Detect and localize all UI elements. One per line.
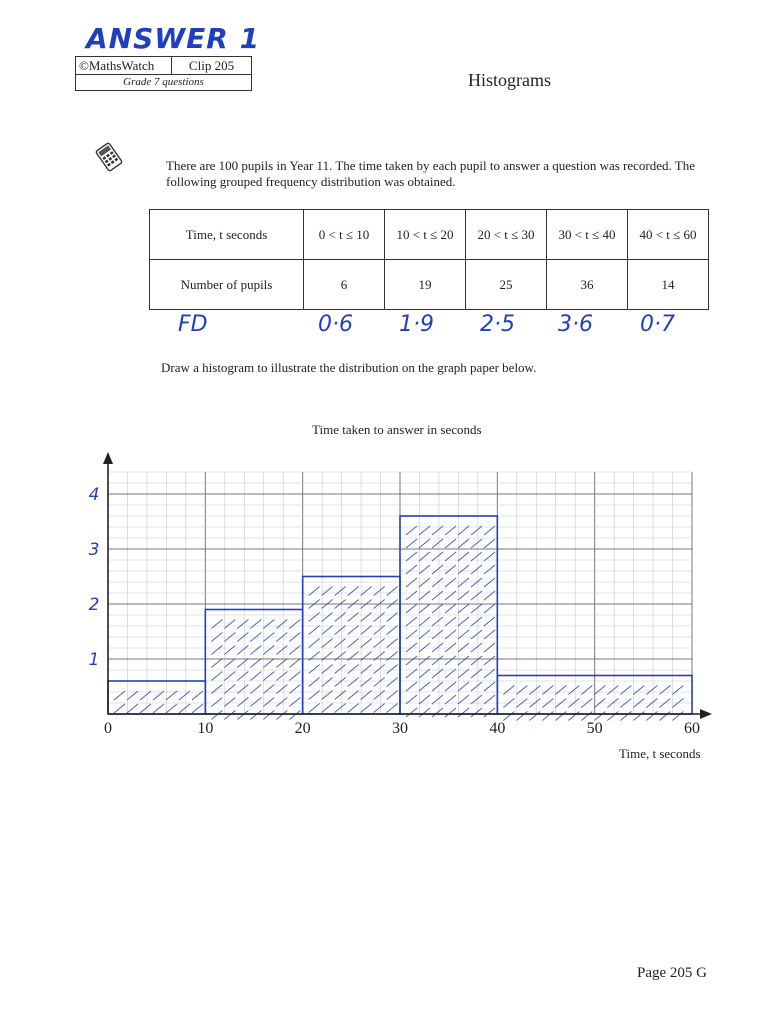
- hatch-stroke: [458, 695, 469, 704]
- hatch-stroke: [432, 682, 443, 691]
- hatch-stroke: [458, 604, 469, 613]
- fd-value: 0·6: [318, 312, 353, 337]
- hatch-stroke: [419, 643, 430, 652]
- hatch-stroke: [555, 712, 566, 721]
- hatch-stroke: [211, 711, 222, 720]
- hatch-stroke: [458, 708, 469, 717]
- hatch-stroke: [140, 704, 151, 713]
- hatch-stroke: [484, 669, 495, 678]
- hatch-stroke: [224, 620, 235, 629]
- hatch-stroke: [432, 539, 443, 548]
- hatch-stroke: [224, 672, 235, 681]
- hatch-stroke: [471, 656, 482, 665]
- hatch-stroke: [387, 639, 398, 648]
- calculator-icon: [94, 142, 124, 172]
- hatch-stroke: [646, 686, 657, 695]
- hatch-stroke: [419, 565, 430, 574]
- hatch-stroke: [374, 587, 385, 596]
- hatch-stroke: [361, 704, 372, 713]
- hatch-stroke: [471, 669, 482, 678]
- hatch-stroke: [237, 620, 248, 629]
- hatch-stroke: [289, 646, 300, 655]
- hatch-stroke: [471, 526, 482, 535]
- hatch-stroke: [211, 672, 222, 681]
- x-tick-label: 20: [294, 720, 311, 737]
- hatch-stroke: [374, 704, 385, 713]
- hatch-stroke: [471, 539, 482, 548]
- hatch-stroke: [516, 686, 527, 695]
- hatch-stroke: [406, 656, 417, 665]
- hatch-stroke: [309, 626, 320, 635]
- hatch-stroke: [432, 708, 443, 717]
- hatch-stroke: [419, 682, 430, 691]
- hatch-stroke: [568, 712, 579, 721]
- hatch-stroke: [484, 565, 495, 574]
- hatch-stroke: [166, 704, 177, 713]
- hatch-stroke: [406, 604, 417, 613]
- hatch-stroke: [484, 604, 495, 613]
- hatch-stroke: [529, 686, 540, 695]
- hatch-stroke: [406, 552, 417, 561]
- hatch-stroke: [387, 613, 398, 622]
- hatch-stroke: [289, 698, 300, 707]
- hatch-stroke: [211, 659, 222, 668]
- hatch-stroke: [127, 704, 138, 713]
- hatch-stroke: [458, 552, 469, 561]
- hatch-stroke: [594, 686, 605, 695]
- hatch-stroke: [263, 672, 274, 681]
- hatch-stroke: [406, 630, 417, 639]
- hatch-stroke: [445, 591, 456, 600]
- hatch-stroke: [484, 591, 495, 600]
- hatch-stroke: [237, 698, 248, 707]
- hatch-stroke: [445, 526, 456, 535]
- hatch-stroke: [276, 698, 287, 707]
- hatch-stroke: [432, 578, 443, 587]
- y-axis-arrow-icon: [103, 452, 113, 464]
- fd-value: 3·6: [558, 312, 593, 337]
- hatch-stroke: [659, 686, 670, 695]
- y-tick-label: 3: [88, 540, 100, 560]
- hatch-stroke: [542, 686, 553, 695]
- hatch-stroke: [432, 630, 443, 639]
- hatch-stroke: [484, 578, 495, 587]
- hatch-stroke: [458, 630, 469, 639]
- hatch-stroke: [633, 712, 644, 721]
- hatch-stroke: [322, 704, 333, 713]
- hatch-stroke: [276, 620, 287, 629]
- hatch-stroke: [672, 686, 683, 695]
- hatch-stroke: [192, 691, 203, 700]
- hatch-stroke: [471, 552, 482, 561]
- hatch-stroke: [406, 617, 417, 626]
- hatch-stroke: [250, 698, 261, 707]
- hatch-stroke: [607, 712, 618, 721]
- hatch-stroke: [309, 587, 320, 596]
- hatch-stroke: [406, 578, 417, 587]
- hatch-stroke: [484, 656, 495, 665]
- hatch-stroke: [419, 526, 430, 535]
- hatch-stroke: [516, 712, 527, 721]
- hatch-stroke: [114, 704, 125, 713]
- hatch-stroke: [445, 669, 456, 678]
- hatch-stroke: [322, 613, 333, 622]
- frequency-cell: 25: [466, 260, 547, 310]
- hatch-stroke: [322, 626, 333, 635]
- hatch-stroke: [471, 578, 482, 587]
- hatch-stroke: [458, 565, 469, 574]
- hatch-stroke: [419, 630, 430, 639]
- hatch-stroke: [458, 539, 469, 548]
- hatch-stroke: [335, 626, 346, 635]
- hatch-stroke: [555, 686, 566, 695]
- hatch-stroke: [289, 711, 300, 720]
- hatch-stroke: [263, 711, 274, 720]
- hatch-stroke: [445, 682, 456, 691]
- hatch-stroke: [484, 552, 495, 561]
- hatch-stroke: [406, 669, 417, 678]
- hatch-stroke: [432, 526, 443, 535]
- hatch-stroke: [406, 539, 417, 548]
- hatch-stroke: [471, 643, 482, 652]
- hatch-stroke: [335, 613, 346, 622]
- hatch-stroke: [250, 646, 261, 655]
- hatch-stroke: [458, 617, 469, 626]
- hatch-stroke: [153, 704, 164, 713]
- hatch-stroke: [419, 604, 430, 613]
- x-tick-label: 10: [197, 720, 214, 737]
- hatch-stroke: [445, 617, 456, 626]
- hatch-stroke: [263, 646, 274, 655]
- hatch-stroke: [432, 591, 443, 600]
- hatch-stroke: [335, 704, 346, 713]
- hatch-stroke: [263, 659, 274, 668]
- hatch-stroke: [335, 587, 346, 596]
- hatch-stroke: [361, 639, 372, 648]
- hatch-stroke: [224, 646, 235, 655]
- frequency-cell: 14: [628, 260, 709, 310]
- hatch-stroke: [419, 578, 430, 587]
- hatch-stroke: [322, 587, 333, 596]
- frequency-cell: 6: [304, 260, 385, 310]
- table-row: [150, 210, 709, 260]
- hatch-stroke: [361, 678, 372, 687]
- hatch-stroke: [484, 539, 495, 548]
- hatch-stroke: [406, 565, 417, 574]
- bar-hatching: [114, 526, 683, 721]
- hatch-stroke: [211, 646, 222, 655]
- hatch-stroke: [458, 526, 469, 535]
- hatch-stroke: [406, 682, 417, 691]
- hatch-stroke: [445, 578, 456, 587]
- hatch-stroke: [432, 669, 443, 678]
- hatch-stroke: [659, 712, 670, 721]
- hatch-stroke: [432, 643, 443, 652]
- hatch-stroke: [348, 678, 359, 687]
- hatch-stroke: [335, 639, 346, 648]
- hatch-stroke: [471, 630, 482, 639]
- hatch-stroke: [471, 695, 482, 704]
- class-cell: 0 < t ≤ 10: [304, 210, 385, 260]
- hatch-stroke: [250, 711, 261, 720]
- hatch-stroke: [445, 708, 456, 717]
- hatch-stroke: [471, 617, 482, 626]
- frequency-table: [149, 209, 709, 310]
- hatch-stroke: [276, 659, 287, 668]
- hatch-stroke: [568, 686, 579, 695]
- hatch-stroke: [374, 639, 385, 648]
- fd-value: 1·9: [399, 312, 434, 337]
- hatch-stroke: [166, 691, 177, 700]
- hatch-stroke: [445, 565, 456, 574]
- y-tick-label: 1: [88, 650, 100, 670]
- hatch-stroke: [179, 691, 190, 700]
- grade-label: Grade 7 questions: [123, 76, 204, 88]
- hatch-stroke: [114, 691, 125, 700]
- brand-label: ©MathsWatch: [76, 57, 172, 74]
- hatch-stroke: [237, 659, 248, 668]
- hatch-stroke: [250, 659, 261, 668]
- hatch-stroke: [406, 708, 417, 717]
- fd-label: FD: [178, 312, 208, 337]
- hatch-stroke: [348, 704, 359, 713]
- hatch-stroke: [620, 712, 631, 721]
- hatch-stroke: [445, 695, 456, 704]
- hatch-stroke: [445, 630, 456, 639]
- hatch-stroke: [361, 665, 372, 674]
- hatch-stroke: [484, 682, 495, 691]
- hatch-stroke: [309, 665, 320, 674]
- hatch-stroke: [406, 643, 417, 652]
- x-axis-label: Time, t seconds: [619, 746, 701, 761]
- y-tick-label: 4: [88, 485, 100, 505]
- hatch-stroke: [348, 665, 359, 674]
- hatch-stroke: [406, 695, 417, 704]
- answer-heading: ANSWER 1: [86, 22, 261, 55]
- hatch-stroke: [432, 604, 443, 613]
- hatch-stroke: [361, 613, 372, 622]
- hatch-stroke: [484, 526, 495, 535]
- hatch-stroke: [237, 672, 248, 681]
- hatch-stroke: [322, 678, 333, 687]
- hatch-stroke: [484, 643, 495, 652]
- hatch-stroke: [224, 659, 235, 668]
- hatch-stroke: [432, 695, 443, 704]
- hatch-stroke: [406, 526, 417, 535]
- hatch-stroke: [445, 643, 456, 652]
- hatch-stroke: [335, 665, 346, 674]
- hatch-stroke: [406, 591, 417, 600]
- hatch-stroke: [224, 698, 235, 707]
- hatch-stroke: [211, 698, 222, 707]
- histogram-chart: [0, 440, 768, 750]
- hatch-stroke: [419, 695, 430, 704]
- hatch-stroke: [419, 708, 430, 717]
- hatch-stroke: [484, 617, 495, 626]
- hatch-stroke: [387, 665, 398, 674]
- hatch-stroke: [374, 626, 385, 635]
- time-header-cell: Time, t seconds: [150, 210, 304, 260]
- hatch-stroke: [224, 711, 235, 720]
- hatch-stroke: [607, 686, 618, 695]
- x-tick-label: 0: [104, 720, 112, 737]
- hatch-stroke: [387, 626, 398, 635]
- hatch-stroke: [348, 639, 359, 648]
- hatch-stroke: [471, 708, 482, 717]
- hatch-stroke: [387, 678, 398, 687]
- histogram-bar: [303, 577, 400, 715]
- page-title: Histograms: [468, 70, 551, 90]
- hatch-stroke: [620, 686, 631, 695]
- hatch-stroke: [458, 656, 469, 665]
- hatch-stroke: [322, 639, 333, 648]
- hatch-stroke: [432, 617, 443, 626]
- hatch-stroke: [471, 591, 482, 600]
- hatch-stroke: [211, 620, 222, 629]
- hatch-stroke: [432, 552, 443, 561]
- hatch-stroke: [471, 565, 482, 574]
- pupils-header-cell: Number of pupils: [150, 260, 304, 310]
- hatch-stroke: [263, 620, 274, 629]
- hatch-stroke: [458, 682, 469, 691]
- hatch-stroke: [309, 678, 320, 687]
- hatch-stroke: [250, 672, 261, 681]
- hatch-stroke: [419, 591, 430, 600]
- hatch-stroke: [503, 686, 514, 695]
- class-cell: 20 < t ≤ 30: [466, 210, 547, 260]
- hatch-stroke: [361, 626, 372, 635]
- hatch-stroke: [471, 682, 482, 691]
- question-intro: There are 100 pupils in Year 11. The time taken by each pupil to answer a question was recorded. The following grouped frequency distribution was obtained.: [166, 158, 695, 189]
- hatch-stroke: [309, 704, 320, 713]
- hatch-stroke: [419, 669, 430, 678]
- instruction-text: Draw a histogram to illustrate the distribution on the graph paper below.: [161, 360, 537, 375]
- frequency-cell: 36: [547, 260, 628, 310]
- hatch-stroke: [289, 672, 300, 681]
- hatch-stroke: [484, 708, 495, 717]
- hatch-stroke: [309, 639, 320, 648]
- hatch-stroke: [276, 711, 287, 720]
- frequency-cell: 19: [385, 260, 466, 310]
- hatch-stroke: [471, 604, 482, 613]
- hatch-stroke: [529, 712, 540, 721]
- chart-title: Time taken to answer in seconds: [312, 422, 482, 437]
- class-cell: 30 < t ≤ 40: [547, 210, 628, 260]
- class-cell: 10 < t ≤ 20: [385, 210, 466, 260]
- hatch-stroke: [335, 678, 346, 687]
- hatch-stroke: [419, 656, 430, 665]
- hatch-stroke: [419, 552, 430, 561]
- hatch-stroke: [348, 626, 359, 635]
- hatch-stroke: [542, 712, 553, 721]
- class-cell: 40 < t ≤ 60: [628, 210, 709, 260]
- hatch-stroke: [289, 620, 300, 629]
- frequency-density-row: [0, 312, 768, 342]
- fd-value: 2·5: [480, 312, 515, 337]
- hatch-stroke: [458, 669, 469, 678]
- fd-value: 0·7: [640, 312, 675, 337]
- hatch-stroke: [237, 711, 248, 720]
- hatch-stroke: [646, 712, 657, 721]
- hatch-stroke: [458, 643, 469, 652]
- hatch-stroke: [387, 704, 398, 713]
- hatch-stroke: [263, 698, 274, 707]
- clip-label: Clip 205: [188, 58, 235, 73]
- hatch-stroke: [581, 686, 592, 695]
- hatch-stroke: [458, 591, 469, 600]
- page-number: Page 205 G: [637, 965, 707, 981]
- hatch-stroke: [348, 613, 359, 622]
- hatch-stroke: [289, 659, 300, 668]
- hatch-stroke: [348, 587, 359, 596]
- x-axis-arrow-icon: [700, 709, 712, 719]
- clip-header-box: [75, 56, 252, 91]
- x-tick-label: 60: [684, 720, 700, 737]
- hatch-stroke: [192, 704, 203, 713]
- hatch-stroke: [140, 691, 151, 700]
- hatch-stroke: [276, 646, 287, 655]
- hatch-stroke: [445, 539, 456, 548]
- hatch-stroke: [484, 695, 495, 704]
- hatch-stroke: [432, 565, 443, 574]
- x-tick-label: 50: [586, 720, 603, 737]
- hatch-stroke: [445, 656, 456, 665]
- hatch-stroke: [127, 691, 138, 700]
- hatch-stroke: [237, 646, 248, 655]
- hatch-stroke: [309, 613, 320, 622]
- hatch-stroke: [419, 539, 430, 548]
- hatch-stroke: [387, 587, 398, 596]
- hatch-stroke: [179, 704, 190, 713]
- x-tick-label: 40: [489, 720, 506, 737]
- y-tick-label: 2: [88, 595, 100, 615]
- hatch-stroke: [672, 712, 683, 721]
- hatch-stroke: [633, 686, 644, 695]
- x-tick-label: 30: [392, 720, 408, 737]
- hatch-stroke: [276, 672, 287, 681]
- hatch-stroke: [374, 678, 385, 687]
- hatch-stroke: [374, 613, 385, 622]
- hatch-stroke: [445, 604, 456, 613]
- hatch-stroke: [458, 578, 469, 587]
- hatch-stroke: [419, 617, 430, 626]
- hatch-stroke: [153, 691, 164, 700]
- hatch-stroke: [432, 656, 443, 665]
- table-row: [150, 260, 709, 310]
- hatch-stroke: [484, 630, 495, 639]
- hatch-stroke: [374, 665, 385, 674]
- hatch-stroke: [445, 552, 456, 561]
- hatch-stroke: [250, 620, 261, 629]
- hatch-stroke: [322, 665, 333, 674]
- hatch-stroke: [361, 587, 372, 596]
